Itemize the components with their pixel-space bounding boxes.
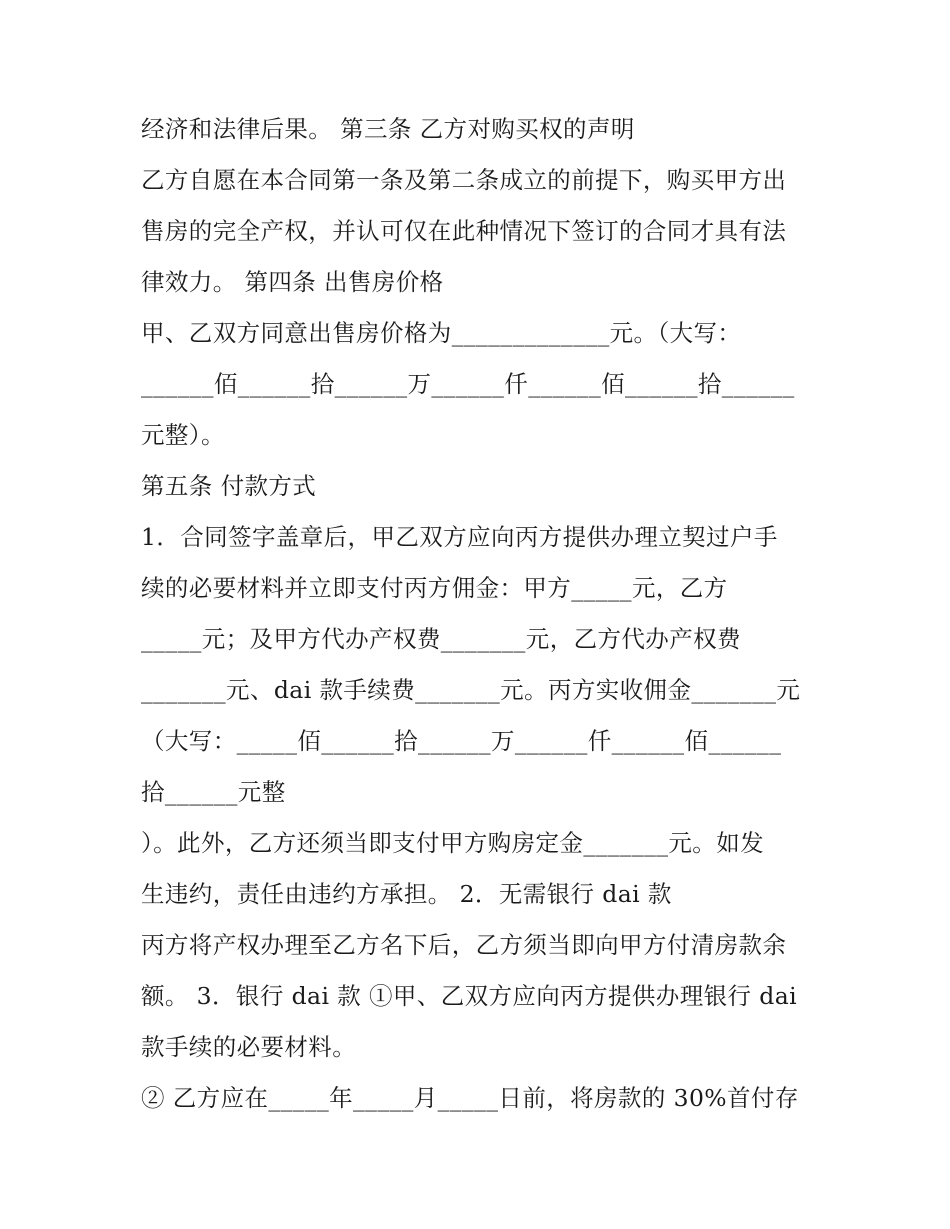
text-line: ② 乙方应在_____年_____月_____日前，将房款的 30%首付存 [141, 1084, 799, 1112]
text-line: _______元、dai 款手续费_______元。丙方实收佣金_______元 [141, 676, 801, 704]
text-line: 甲、乙双方同意出售房价格为_____________元。（大写： [141, 319, 742, 347]
text-line: _____元；及甲方代办产权费_______元，乙方代办产权费 [141, 625, 741, 653]
document-page [141, 104, 831, 1124]
text-line: 乙方自愿在本合同第一条及第二条成立的前提下，购买甲方出 [141, 166, 787, 194]
text-line: （大写：_____佰______拾______万______仟______佰______ [141, 727, 782, 755]
text-line: 售房的完全产权，并认可仅在此种情况下签订的合同才具有法 [141, 217, 787, 245]
text-line: 丙方将产权办理至乙方名下后，乙方须当即向甲方付清房款余 [141, 931, 787, 959]
text-line: 元整）。 [141, 421, 225, 449]
text-line: 律效力。 第四条 出售房价格 [141, 268, 444, 296]
text-line: 款手续的必要材料。 [141, 1033, 357, 1061]
text-line: 额。 3．银行 dai 款 ①甲、乙双方应向丙方提供办理银行 dai [141, 982, 798, 1010]
text-line: 续的必要材料并立即支付丙方佣金：甲方_____元，乙方 [141, 574, 728, 602]
text-line: 1．合同签字盖章后，甲乙双方应向丙方提供办理立契过户手 [141, 523, 778, 551]
text-line: 拾______元整 [141, 778, 286, 806]
section-heading: 第五条 付款方式 [141, 472, 317, 500]
text-line: ______佰______拾______万______仟______佰______拾______ [141, 370, 795, 398]
text-line: ）。此外，乙方还须当即支付甲方购房定金_______元。如发 [141, 829, 764, 857]
text-line: 生违约，责任由违约方承担。 2．无需银行 dai 款 [141, 880, 672, 908]
text-line: 经济和法律后果。 第三条 乙方对购买权的声明 [141, 115, 635, 143]
